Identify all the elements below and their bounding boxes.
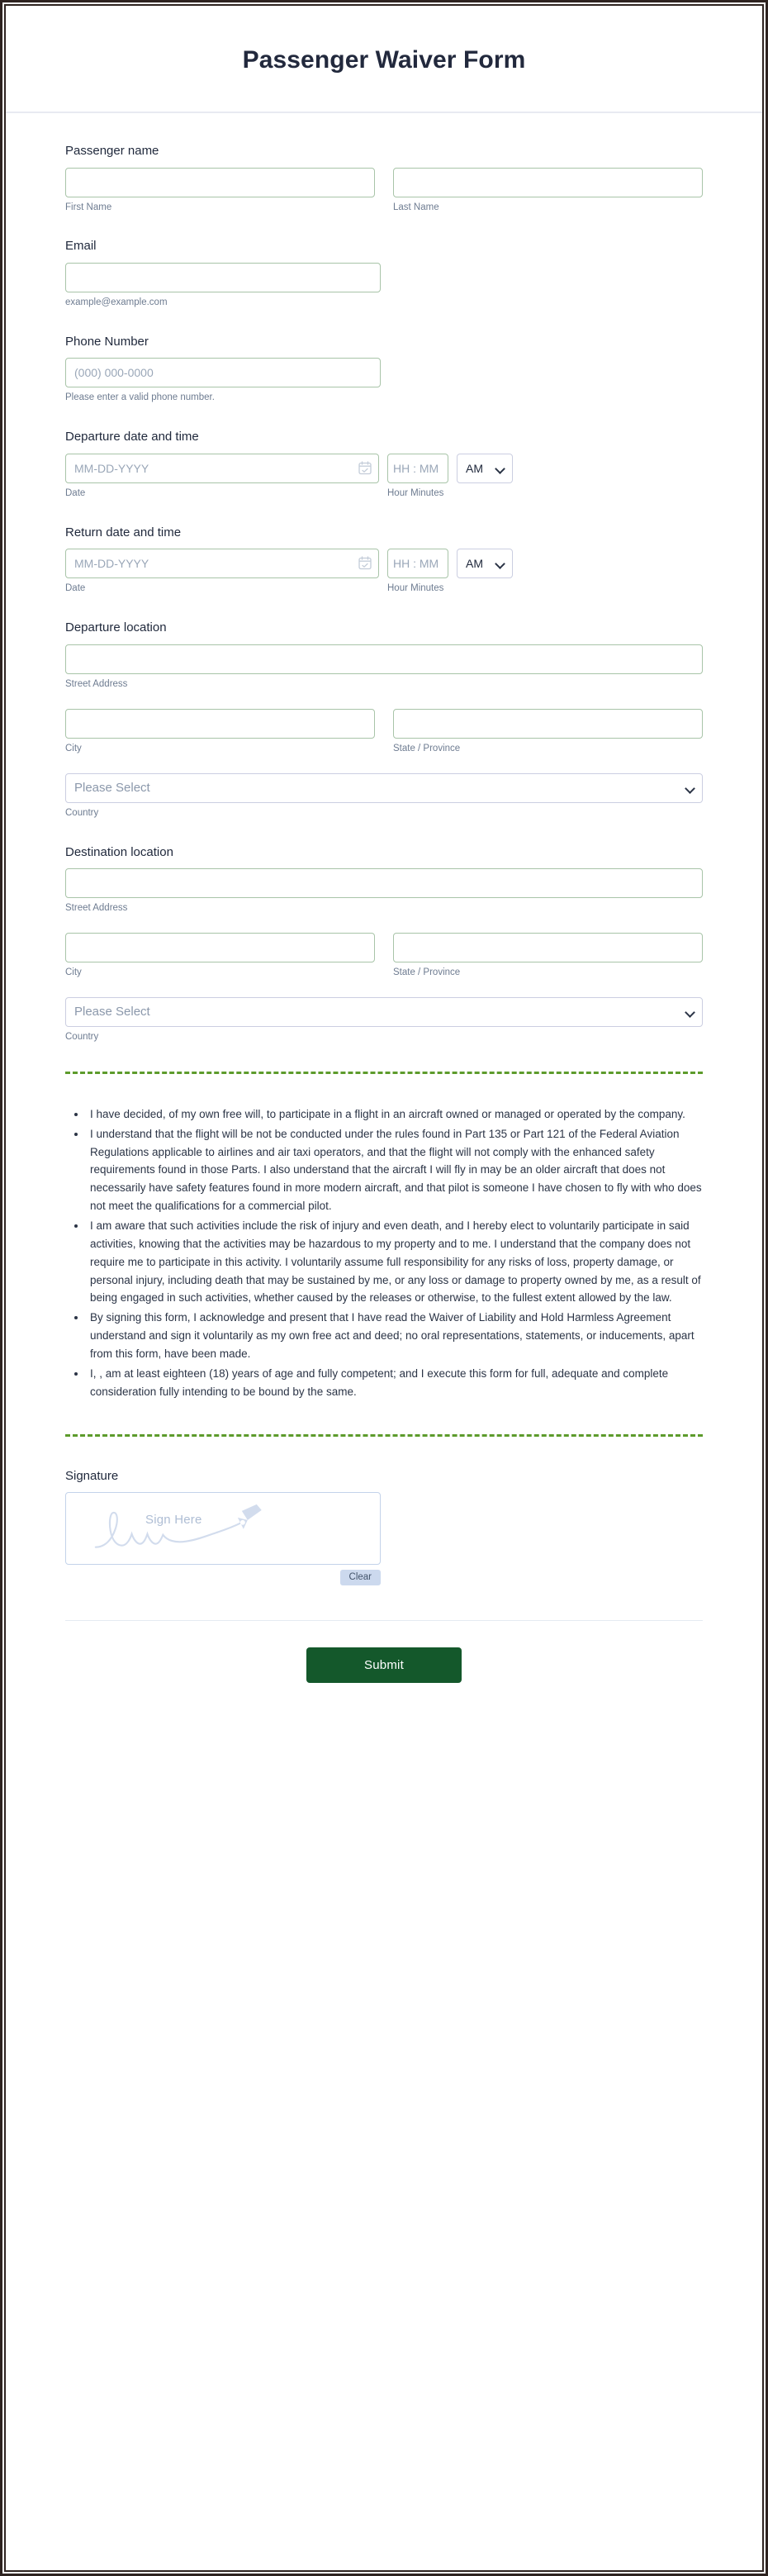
last-name-input[interactable] xyxy=(393,168,703,197)
departure-country-caption: Country xyxy=(65,807,99,818)
waiver-form-card xyxy=(6,6,762,1716)
departure-ampm-group xyxy=(457,454,513,483)
waiver-term-item: • I am aware that such activities include the risk of injury and even death, and I hereby elect to voluntarily participate in said activities, knowing that the activities may be hazardous to my property and to me. I understand that the company does not require me to participate in this activity. I voluntarily assume full responsibility for any risks of loss, property damage, or personal injury, including death that may be sustained by me, or any loss or damage to property owned by me, as a result of being engaged in such activities, whether caused by the releases or otherwise, to the fullest extent allowed by the law. xyxy=(87,1217,703,1307)
destination-country-group xyxy=(65,997,703,1043)
phone-number-input[interactable] xyxy=(65,358,381,387)
return-datetime-row xyxy=(65,549,703,578)
email-label: Email xyxy=(65,239,97,254)
destination-city-state-row xyxy=(65,933,703,979)
departure-country-group xyxy=(65,773,703,820)
signature-watermark-icon xyxy=(66,1493,380,1565)
departure-datetime-row xyxy=(65,454,703,483)
departure-city-caption: City xyxy=(65,743,82,753)
field-destination-location xyxy=(65,844,703,1043)
departure-time-input[interactable] xyxy=(387,454,448,483)
destination-country-select[interactable] xyxy=(65,997,703,1027)
waiver-term-item: • By signing this form, I acknowledge and present that I have read the Waiver of Liability and Hold Harmless Agreement understand and sign it voluntarily as my own free act and deed; no oral representations, statements, or inducements, apart from this form, have been made. xyxy=(87,1309,703,1363)
email-input[interactable] xyxy=(65,263,381,292)
return-datetime-label: Return date and time xyxy=(65,525,182,539)
signature-clear-row xyxy=(65,1570,381,1585)
return-date-caption: Date xyxy=(65,583,86,594)
return-time-input[interactable] xyxy=(387,549,448,578)
field-passenger-name xyxy=(65,143,703,213)
destination-state-input[interactable] xyxy=(393,933,703,962)
phone-number-label: Phone Number xyxy=(65,334,149,349)
waiver-term-item: • I understand that the flight will be not be conducted under the rules found in Part 135 or Part 121 of the Federal Aviation Regulations applicable to airlines and air taxi operators, and that the flight will not comply with the enhanced safety requirements found in those Parts. I also understand that the aircraft I will fly in may be an older aircraft that does not necessarily have safety features found in more modern aircraft, and that pilot is someone I have chosen to fly with who does not meet the qualifications for a commercial pilot. xyxy=(87,1125,703,1215)
departure-state-group xyxy=(393,709,703,755)
destination-street-input[interactable] xyxy=(65,868,703,898)
departure-street-input[interactable] xyxy=(65,644,703,674)
destination-state-caption: State / Province xyxy=(393,967,461,977)
field-phone-number xyxy=(65,334,703,404)
departure-street-caption: Street Address xyxy=(65,678,128,689)
destination-street-group xyxy=(65,868,703,915)
departure-date-input[interactable] xyxy=(65,454,379,483)
destination-country-select-wrap xyxy=(65,997,703,1027)
departure-city-input[interactable] xyxy=(65,709,375,739)
passenger-name-row xyxy=(65,168,703,214)
field-departure-location xyxy=(65,620,703,819)
signature-hint-text: Sign Here xyxy=(145,1513,202,1528)
waiver-term-item: • I have decided, of my own free will, to participate in a flight in an aircraft owned or managed or operated by the company. xyxy=(87,1105,703,1124)
field-signature xyxy=(65,1468,703,1586)
page-title: Passenger Waiver Form xyxy=(242,46,526,74)
destination-city-group xyxy=(65,933,375,979)
page-frame-inner xyxy=(4,4,764,2572)
email-caption: example@example.com xyxy=(65,297,168,307)
return-date-input[interactable] xyxy=(65,549,379,578)
destination-city-caption: City xyxy=(65,967,82,977)
first-name-input[interactable] xyxy=(65,168,375,197)
passenger-name-label: Passenger name xyxy=(65,144,159,158)
return-date-group xyxy=(65,549,379,578)
first-name-group xyxy=(65,168,375,214)
departure-country-select[interactable] xyxy=(65,773,703,803)
return-ampm-group xyxy=(457,549,513,578)
departure-state-input[interactable] xyxy=(393,709,703,739)
departure-date-caption: Date xyxy=(65,487,86,498)
waiver-term-item: • I, , am at least eighteen (18) years of age and fully competent; and I execute this form for full, adequate and complete consideration fully intending to be bound by the same. xyxy=(87,1365,703,1401)
departure-city-group xyxy=(65,709,375,755)
form-header xyxy=(6,6,762,113)
departure-datetime-captions xyxy=(65,483,703,500)
destination-city-input[interactable] xyxy=(65,933,375,962)
field-departure-datetime xyxy=(65,429,703,499)
departure-time-group xyxy=(387,454,448,483)
return-time-group xyxy=(387,549,448,578)
clear-signature-button[interactable]: Clear xyxy=(340,1570,381,1585)
destination-country-caption: Country xyxy=(65,1031,99,1042)
departure-country-select-wrap xyxy=(65,773,703,803)
phone-number-caption: Please enter a valid phone number. xyxy=(65,392,215,403)
divider-dashed-top xyxy=(65,1072,703,1074)
departure-datetime-label: Departure date and time xyxy=(65,430,199,444)
departure-date-group xyxy=(65,454,379,483)
departure-city-state-row xyxy=(65,709,703,755)
return-datetime-captions xyxy=(65,578,703,595)
destination-state-group xyxy=(393,933,703,979)
destination-location-label: Destination location xyxy=(65,844,173,859)
departure-location-label: Departure location xyxy=(65,620,167,635)
signature-pad[interactable] xyxy=(65,1492,381,1565)
last-name-caption: Last Name xyxy=(393,202,439,212)
field-email xyxy=(65,238,703,308)
waiver-terms-list xyxy=(87,1105,703,1401)
form-footer xyxy=(65,1620,703,1716)
field-return-datetime xyxy=(65,525,703,595)
signature-label: Signature xyxy=(65,1468,119,1483)
divider-dashed-bottom xyxy=(65,1434,703,1437)
departure-time-caption: Hour Minutes xyxy=(387,487,444,498)
form-body xyxy=(6,113,762,1716)
departure-ampm-select[interactable] xyxy=(457,454,513,483)
departure-street-group xyxy=(65,644,703,691)
last-name-group xyxy=(393,168,703,214)
departure-state-caption: State / Province xyxy=(393,743,461,753)
submit-button[interactable]: Submit xyxy=(306,1647,462,1683)
destination-street-caption: Street Address xyxy=(65,903,128,913)
first-name-caption: First Name xyxy=(65,202,112,212)
return-ampm-select[interactable] xyxy=(457,549,513,578)
return-time-caption: Hour Minutes xyxy=(387,583,444,594)
